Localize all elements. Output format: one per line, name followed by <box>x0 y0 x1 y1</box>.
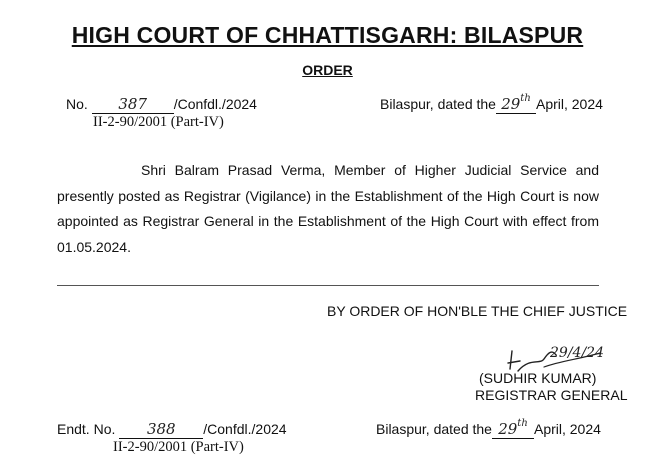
separator-line <box>57 285 599 286</box>
order-heading: ORDER <box>302 62 353 78</box>
by-order-line: BY ORDER OF HON'BLE THE CHIEF JUSTICE <box>327 303 628 319</box>
order-date-day-suffix: th <box>520 93 531 104</box>
endorsement-file-number: II-2-90/2001 (Part-IV) <box>113 439 244 455</box>
order-number-prefix: No. <box>66 96 88 112</box>
endorsement-number-line <box>57 421 287 439</box>
order-body-text: Shri Balram Prasad Verma, Member of Higher Judicial Service and presently posted as Registrar (Vigilance) in the Establishment of the High Court is now appointed as Registrar General in the Establishment of the High Court with effect from 01.05.2024. <box>57 162 599 255</box>
endorsement-date-prefix: Bilaspur, dated the <box>376 421 492 437</box>
signature-date: 29/4/24 <box>550 345 604 361</box>
order-date-month-year: April, 2024 <box>535 96 603 112</box>
endorsement-number-value: 388 <box>146 420 176 438</box>
order-date-line <box>380 93 603 114</box>
endorsement-date-day-suffix: th <box>517 418 528 429</box>
signatory-title: REGISTRAR GENERAL <box>475 387 628 403</box>
endorsement-date-blank <box>492 418 534 439</box>
order-date-blank <box>496 93 536 114</box>
signatory-name: (SUDHIR KUMAR) <box>479 370 597 386</box>
order-body-paragraph <box>57 158 599 260</box>
endorsement-date-day: 29 <box>498 420 518 438</box>
order-number-line <box>66 96 257 114</box>
endorsement-number-prefix: Endt. No. <box>57 421 116 437</box>
order-date-prefix: Bilaspur, dated the <box>380 96 496 112</box>
order-file-number: II-2-90/2001 (Part-IV) <box>93 114 224 130</box>
endorsement-date-line <box>376 418 601 439</box>
court-title: HIGH COURT OF CHHATTISGARH: BILASPUR <box>71 22 584 48</box>
endorsement-date-month-year: April, 2024 <box>533 421 601 437</box>
endorsement-number-blank <box>119 422 203 439</box>
endorsement-number-suffix: /Confdl./2024 <box>203 421 287 437</box>
order-number-suffix: /Confdl./2024 <box>173 96 257 112</box>
order-date-day: 29 <box>501 95 521 113</box>
order-number-value: 387 <box>118 95 147 113</box>
order-number-blank <box>92 97 174 114</box>
